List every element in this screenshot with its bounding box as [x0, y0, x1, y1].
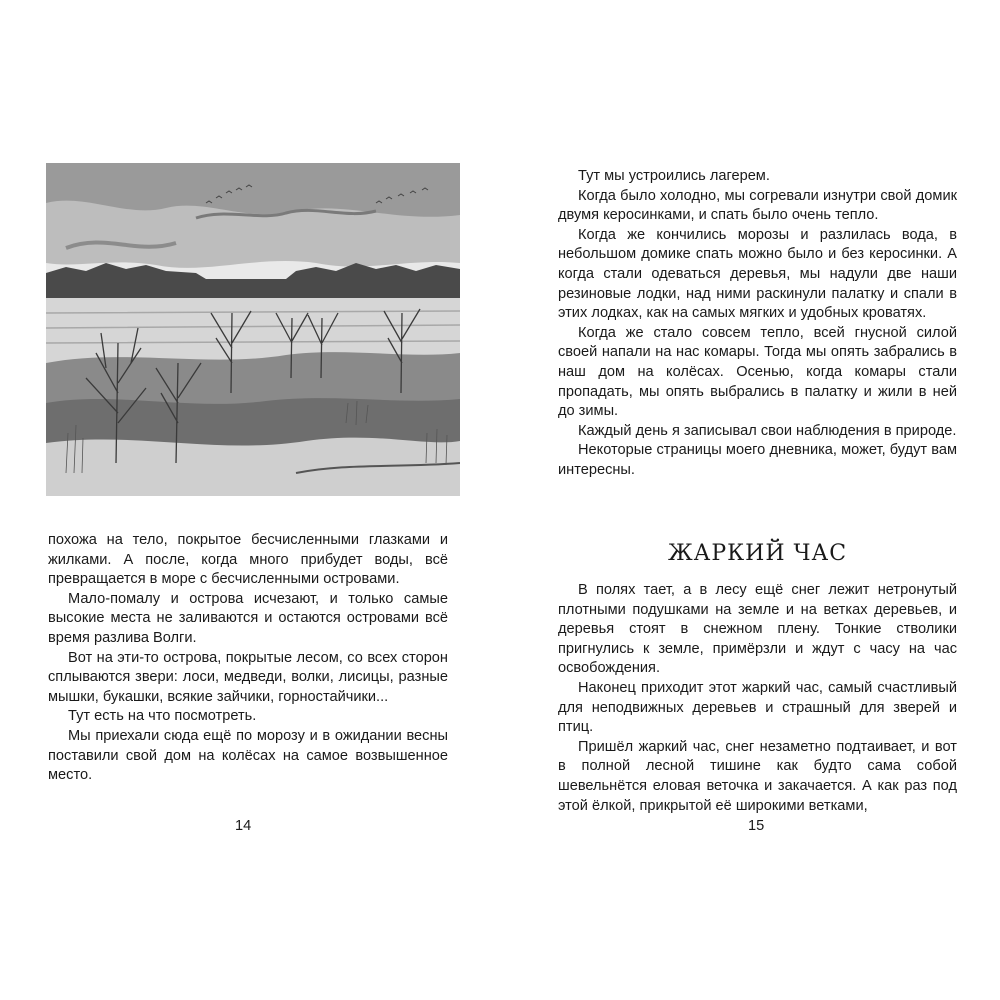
paragraph: Тут мы устроились лагерем. — [578, 168, 770, 184]
page-number-left: 14 — [235, 818, 252, 834]
paragraph: Мало-помалу и острова исчезают, и только самые высокие места не заливаются и остаются островами всё время разлива Волги. — [48, 590, 448, 646]
paragraph: Когда же стало совсем тепло, всей гнусной силой своей напали на нас комары. Тогда мы опять забрались в наш дом на колёсах. Осенью, когда комары стали пропадать, мы опять выбрались в палатку и жили в ней до зимы. — [558, 324, 957, 420]
paragraph: похожа на тело, покрытое бесчисленными глазками и жилками. А после, когда много прибудет воды, всё превращается в море с бесчисленными островами. — [48, 532, 448, 588]
paragraph: Тут есть на что посмотреть. — [68, 708, 257, 725]
landscape-drawing — [46, 163, 460, 496]
paragraph: Каждый день я записывал свои наблюдения в природе. — [578, 422, 957, 439]
paragraph: Некоторые страницы моего дневника, может, будут вам интересны. — [558, 442, 957, 478]
paragraph: Когда было холодно, мы согревали изнутри свой домик двумя керосинками, и спать было очень тепло. — [558, 187, 957, 224]
paragraph: В полях тает, а в лесу ещё снег лежит нетронутый плотными подушками на земле и на ветках деревьев, и деревья стоят в снежном плену. Тонкие стволики пригнулись к земле, примёрзли и ждут с часу на час освобождения. — [558, 582, 957, 677]
left-page-text — [48, 531, 448, 786]
right-page — [500, 0, 1000, 1000]
right-page-text-top — [558, 167, 957, 481]
paragraph: Вот на эти-то острова, покрытые лесом, со всех сторон сплываются звери: лоси, медведи, волки, лисицы, разные мышки, букашки, всякие зайчики, горностайчики... — [48, 649, 448, 705]
right-page-text-bottom — [558, 581, 957, 816]
paragraph: Мы приехали сюда ещё по морозу и в ожидании весны поставили свой дом на колёсах на самое возвышенное место. — [48, 727, 448, 784]
flood-landscape-illustration — [46, 163, 460, 496]
chapter-title: ЖАРКИЙ ЧАС — [667, 541, 848, 566]
paragraph: Наконец приходит этот жаркий час, самый счастливый для неподвижных деревьев и страшный для зверей и птиц. — [558, 679, 957, 736]
paragraph: Когда же кончились морозы и разлилась вода, в небольшом домике спать можно было и без керосинки. А когда стали одеваться деревья, мы надули две наши резиновые лодки, над ними раскинули палатку и спали в этих лодках, как на самых мягких и удобных кроватях. — [558, 226, 957, 322]
page-number-right: 15 — [748, 818, 765, 834]
paragraph: Пришёл жаркий час, снег незаметно подтаивает, и вот в полной лесной тишине как будто сама собой шевельнётся еловая веточка и закачается. А как раз под этой ёлкой, прикрытой её широкими ветками, — [558, 738, 957, 814]
